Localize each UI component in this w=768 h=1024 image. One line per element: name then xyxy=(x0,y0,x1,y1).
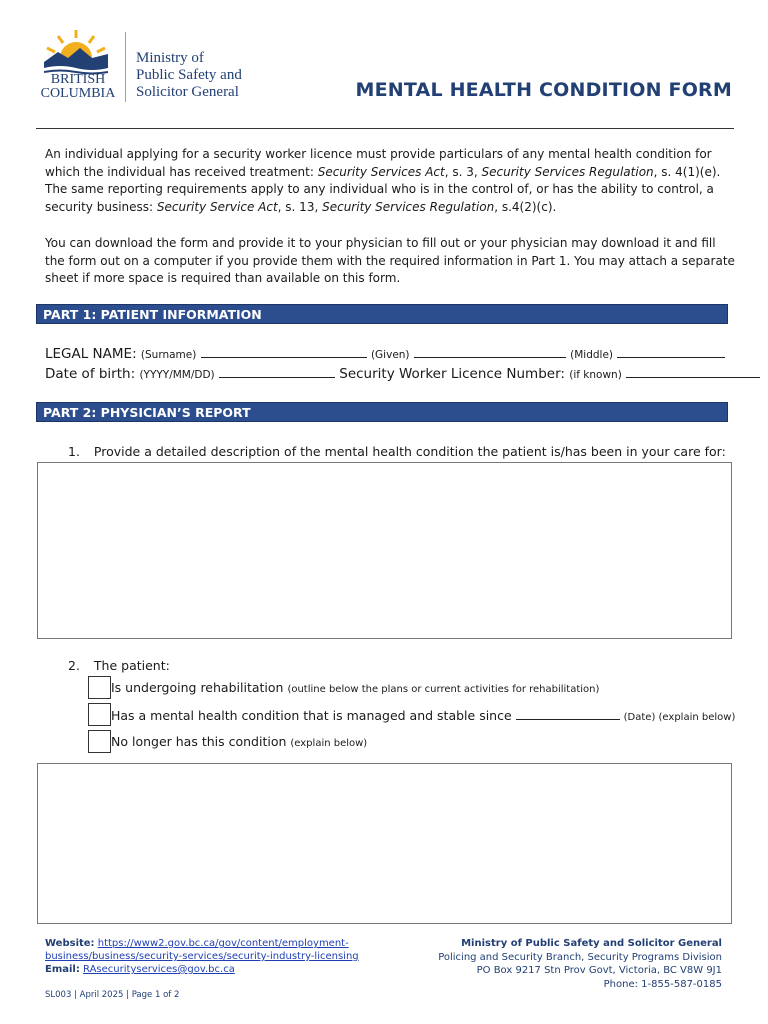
intro-paragraph-1 xyxy=(45,146,735,216)
website-line xyxy=(45,937,375,950)
ministry-line-3: Solicitor General xyxy=(136,84,239,100)
option-hint: (Date) (explain below) xyxy=(623,712,736,723)
form-date: April 2025 xyxy=(79,990,124,1000)
regulation-citation: Security Services Regulation xyxy=(481,164,654,179)
option-label: Has a mental health condition that is managed and stable since xyxy=(111,708,512,723)
footer-contact xyxy=(45,937,375,976)
website-link[interactable]: https://www2.gov.bc.ca/gov/content/employment- xyxy=(97,938,349,949)
licence-number-field[interactable] xyxy=(626,365,760,378)
org-name: Ministry of Public Safety and Solicitor General xyxy=(461,938,722,949)
dob-field[interactable] xyxy=(219,365,335,378)
dob-licence-row xyxy=(45,365,760,382)
org-address: PO Box 9217 Stn Prov Govt, Victoria, BC V8W 9J1 xyxy=(476,965,722,976)
middle-name-field[interactable] xyxy=(617,345,725,358)
form-title: MENTAL HEALTH CONDITION FORM xyxy=(355,79,732,101)
ministry-line-2: Public Safety and xyxy=(136,67,242,83)
question-number: 2. xyxy=(68,658,80,673)
option-label: Is undergoing rehabilitation xyxy=(111,680,284,695)
act-citation: Security Services Act xyxy=(317,164,445,179)
bc-sun-logo xyxy=(44,28,108,76)
website-link-cont[interactable]: business/business/security-services/security-industry-licensing xyxy=(45,951,359,962)
dob-label: Date of birth: xyxy=(45,366,136,382)
bc-logo-wordmark xyxy=(36,73,120,101)
page-number: Page 1 of 2 xyxy=(131,990,180,1000)
question-text: Provide a detailed description of the mental health condition the patient is/has been in your care for: xyxy=(93,444,726,459)
act-citation: Security Service Act xyxy=(156,199,278,214)
option-hint: (explain below) xyxy=(290,738,368,749)
explanation-box[interactable] xyxy=(37,763,732,924)
rehabilitation-option xyxy=(111,680,599,695)
part2-heading: PART 2: PHYSICIAN’S REPORT xyxy=(36,402,728,422)
logo-divider xyxy=(125,32,126,102)
intro-text: , s. 3, xyxy=(444,164,482,179)
intro-text: , s. 13, xyxy=(277,199,323,214)
surname-field[interactable] xyxy=(201,345,367,358)
dob-hint: (YYYY/MM/DD) xyxy=(139,369,215,381)
middle-hint: (Middle) xyxy=(570,349,614,361)
condition-description-box[interactable] xyxy=(37,462,732,639)
intro-paragraph-2: You can download the form and provide it to your physician to fill out or your physician may download it and fill the form out on a computer if you provide them with the required information in Part 1. You may attach a separate sheet if more space is required than available on this form. xyxy=(45,236,735,285)
no-longer-option xyxy=(111,734,367,749)
option-label: No longer has this condition xyxy=(111,734,287,749)
legal-name-label: LEGAL NAME: xyxy=(45,346,137,362)
email-link[interactable]: RAsecurityservices@gov.bc.ca xyxy=(83,964,235,975)
stable-since-date-field[interactable] xyxy=(516,707,620,720)
website-label: Website: xyxy=(45,938,95,949)
given-name-field[interactable] xyxy=(414,345,566,358)
ministry-name xyxy=(136,50,242,101)
no-longer-checkbox[interactable] xyxy=(88,730,111,753)
question-2 xyxy=(68,658,170,673)
email-line xyxy=(45,963,375,976)
part1-heading: PART 1: PATIENT INFORMATION xyxy=(36,304,728,324)
intro-text: , s.4(2)(c). xyxy=(494,199,557,214)
header-divider xyxy=(36,128,734,129)
logo-line-2: COLUMBIA xyxy=(40,86,116,101)
intro-text: , s. 4(1)(e). The same reporting requirements apply to any individual who is in the control of, or has the ability to control, a security business: xyxy=(45,164,721,214)
ministry-line-1: Ministry of xyxy=(136,50,204,66)
form-meta: SL003 | April 2025 | Page 1 of 2 xyxy=(45,990,180,1000)
email-label: Email: xyxy=(45,964,80,975)
rehabilitation-checkbox[interactable] xyxy=(88,676,111,699)
managed-stable-option xyxy=(111,707,735,723)
licence-label: Security Worker Licence Number: xyxy=(339,366,565,382)
question-text: The patient: xyxy=(93,658,170,673)
logo-line-1: BRITISH xyxy=(50,72,106,87)
intro-text: An individual applying for a security worker licence must provide particulars of any mental health condition for which the individual has received treatment: xyxy=(45,147,712,179)
org-phone: Phone: 1-855-587-0185 xyxy=(603,978,722,990)
licence-hint: (if known) xyxy=(569,369,622,381)
question-number: 1. xyxy=(68,444,80,459)
question-1 xyxy=(68,444,726,459)
legal-name-row xyxy=(45,345,725,362)
option-hint: (outline below the plans or current activities for rehabilitation) xyxy=(287,684,600,695)
regulation-citation: Security Services Regulation xyxy=(322,199,495,214)
given-hint: (Given) xyxy=(370,349,410,361)
org-branch: Policing and Security Branch, Security Programs Division xyxy=(438,951,722,963)
footer-org xyxy=(438,937,722,991)
form-code: SL003 xyxy=(45,990,72,1000)
managed-stable-checkbox[interactable] xyxy=(88,703,111,726)
surname-hint: (Surname) xyxy=(140,349,197,361)
